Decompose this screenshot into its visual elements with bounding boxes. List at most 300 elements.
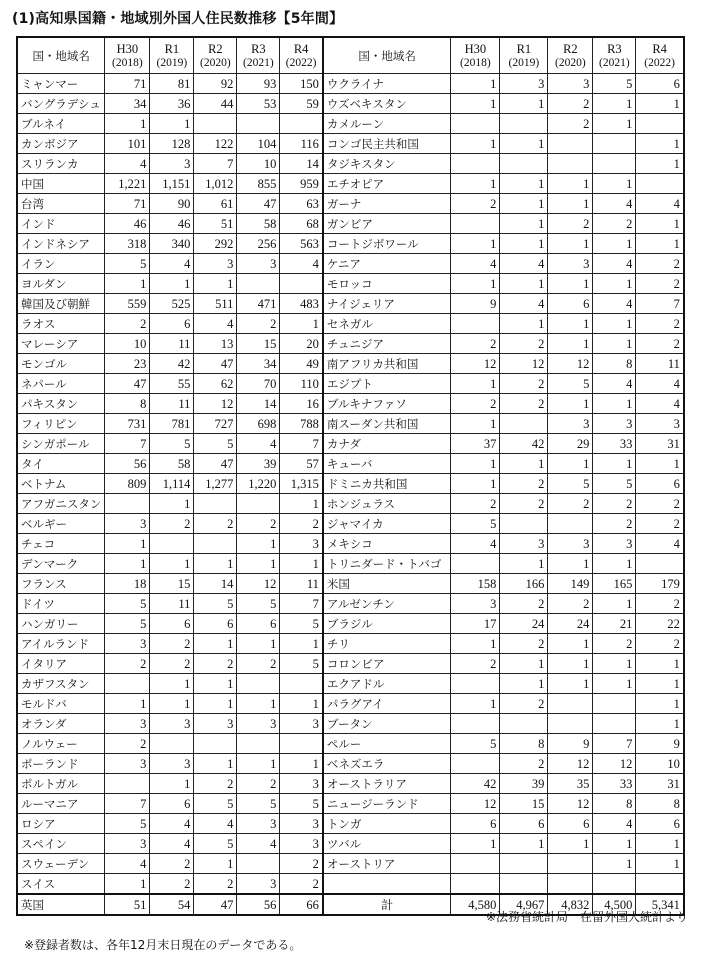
value-cell (280, 674, 323, 694)
value-cell: 4 (105, 854, 150, 874)
value-cell: 1 (548, 334, 593, 354)
value-cell: 33 (593, 774, 636, 794)
country-name-right: ペルー (323, 734, 451, 754)
value-cell: 58 (150, 454, 194, 474)
value-cell: 2 (237, 314, 280, 334)
value-cell (593, 154, 636, 174)
value-cell: 3 (237, 874, 280, 895)
table-row (17, 334, 684, 354)
value-cell: 7 (280, 434, 323, 454)
value-cell: 16 (280, 394, 323, 414)
value-cell: 58 (237, 214, 280, 234)
value-cell: 6 (500, 814, 548, 834)
value-cell: 6 (194, 614, 237, 634)
country-name-right: エクアドル (323, 674, 451, 694)
value-cell: 1 (280, 554, 323, 574)
value-cell: 3 (548, 414, 593, 434)
country-name-left: チェコ (17, 534, 105, 554)
value-cell: 2 (636, 594, 684, 614)
value-cell: 2 (150, 654, 194, 674)
value-cell: 3 (280, 834, 323, 854)
value-cell: 4 (500, 254, 548, 274)
table-row (17, 214, 684, 234)
value-cell: 5 (593, 474, 636, 494)
value-cell: 2 (500, 694, 548, 714)
country-name-right: 米国 (323, 574, 451, 594)
country-name-right: チリ (323, 634, 451, 654)
value-cell (548, 514, 593, 534)
value-cell: 1 (451, 634, 500, 654)
value-cell: 61 (194, 194, 237, 214)
value-cell: 2 (451, 334, 500, 354)
value-cell: 3 (280, 534, 323, 554)
value-cell: 11 (280, 574, 323, 594)
value-cell: 3 (194, 714, 237, 734)
value-cell: 1 (636, 714, 684, 734)
value-cell: 2 (500, 334, 548, 354)
country-name-left: ドイツ (17, 594, 105, 614)
value-cell: 1 (451, 694, 500, 714)
country-name-left: スペイン (17, 834, 105, 854)
value-cell: 6 (451, 814, 500, 834)
value-cell: 2 (194, 774, 237, 794)
country-name-left: フィリピン (17, 414, 105, 434)
table-row (17, 374, 684, 394)
value-cell: 24 (500, 614, 548, 634)
value-cell: 1,221 (105, 174, 150, 194)
value-cell: 23 (105, 354, 150, 374)
value-cell: 1 (593, 114, 636, 134)
header-year: R2 (2020) (194, 37, 237, 74)
value-cell: 2 (194, 874, 237, 895)
value-cell: 1 (636, 214, 684, 234)
value-cell: 1 (150, 774, 194, 794)
value-cell: 4 (237, 434, 280, 454)
value-cell (500, 514, 548, 534)
value-cell: 6 (636, 474, 684, 494)
header-year: R4 (2022) (636, 37, 684, 74)
table-row (17, 454, 684, 474)
value-cell: 1 (636, 154, 684, 174)
table-row (17, 594, 684, 614)
country-name-right: アルゼンチン (323, 594, 451, 614)
value-cell: 7 (636, 294, 684, 314)
value-cell: 5 (105, 814, 150, 834)
value-cell: 6 (150, 794, 194, 814)
value-cell: 179 (636, 574, 684, 594)
country-name-right: ガンビア (323, 214, 451, 234)
value-cell: 47 (237, 194, 280, 214)
country-name-left: モンゴル (17, 354, 105, 374)
value-cell: 5 (280, 654, 323, 674)
value-cell: 33 (593, 434, 636, 454)
table-row (17, 94, 684, 114)
table-row (17, 354, 684, 374)
value-cell: 11 (150, 394, 194, 414)
value-cell: 2 (636, 634, 684, 654)
value-cell (500, 874, 548, 895)
value-cell: 1 (451, 134, 500, 154)
value-cell: 4 (150, 254, 194, 274)
table-row (17, 134, 684, 154)
value-cell: 4 (280, 254, 323, 274)
value-cell: 4 (150, 834, 194, 854)
value-cell (548, 154, 593, 174)
value-cell (636, 114, 684, 134)
value-cell: 51 (105, 894, 150, 915)
country-name-left: ハンガリー (17, 614, 105, 634)
value-cell: 92 (194, 74, 237, 94)
value-cell: 3 (105, 634, 150, 654)
value-cell: 56 (237, 894, 280, 915)
value-cell: 2 (194, 654, 237, 674)
value-cell: 158 (451, 574, 500, 594)
source-note: ※法務省統計局 在留外国人統計より (485, 910, 688, 924)
country-name-left: オランダ (17, 714, 105, 734)
country-name-left: ベトナム (17, 474, 105, 494)
value-cell: 49 (280, 354, 323, 374)
country-name-right (323, 874, 451, 895)
value-cell (150, 734, 194, 754)
value-cell: 1 (593, 594, 636, 614)
value-cell: 3 (636, 414, 684, 434)
value-cell: 8 (636, 794, 684, 814)
value-cell: 1 (500, 214, 548, 234)
value-cell: 10 (636, 754, 684, 774)
value-cell: 4 (636, 374, 684, 394)
value-cell (636, 174, 684, 194)
value-cell: 4 (593, 294, 636, 314)
value-cell: 1 (593, 334, 636, 354)
value-cell: 2 (636, 494, 684, 514)
table-row (17, 74, 684, 94)
value-cell: 1 (194, 854, 237, 874)
country-name-left: ラオス (17, 314, 105, 334)
table-row (17, 794, 684, 814)
value-cell: 4 (150, 814, 194, 834)
table-row (17, 394, 684, 414)
country-name-right: ウズベキスタン (323, 94, 451, 114)
value-cell: 1 (593, 94, 636, 114)
country-name-right: ドミニカ共和国 (323, 474, 451, 494)
value-cell: 12 (451, 794, 500, 814)
value-cell (280, 734, 323, 754)
value-cell: 5 (105, 614, 150, 634)
value-cell: 4 (593, 254, 636, 274)
country-name-left: スイス (17, 874, 105, 895)
value-cell: 2 (500, 374, 548, 394)
table-row (17, 874, 684, 895)
table-row (17, 434, 684, 454)
table-row (17, 194, 684, 214)
value-cell: 1 (593, 454, 636, 474)
country-name-right: 南スーダン共和国 (323, 414, 451, 434)
table-row (17, 154, 684, 174)
value-cell: 3 (237, 814, 280, 834)
country-name-right: コンゴ民主共和国 (323, 134, 451, 154)
country-name-right: エチオピア (323, 174, 451, 194)
value-cell (593, 134, 636, 154)
value-cell: 47 (194, 354, 237, 374)
value-cell: 731 (105, 414, 150, 434)
value-cell: 3 (150, 754, 194, 774)
value-cell: 3 (237, 254, 280, 274)
value-cell: 46 (105, 214, 150, 234)
value-cell: 55 (150, 374, 194, 394)
value-cell: 4 (636, 194, 684, 214)
value-cell: 525 (150, 294, 194, 314)
value-cell (500, 114, 548, 134)
country-name-left: カンボジア (17, 134, 105, 154)
value-cell: 2 (237, 774, 280, 794)
value-cell: 1 (280, 494, 323, 514)
value-cell: 3 (500, 74, 548, 94)
value-cell: 5 (548, 474, 593, 494)
country-name-left: ブルネイ (17, 114, 105, 134)
country-name-right: パラグアイ (323, 694, 451, 714)
value-cell: 71 (105, 194, 150, 214)
value-cell (451, 874, 500, 895)
country-name-left: バングラデシュ (17, 94, 105, 114)
country-name-left: タイ (17, 454, 105, 474)
country-name-right: モロッコ (323, 274, 451, 294)
value-cell: 3 (280, 714, 323, 734)
value-cell: 2 (548, 214, 593, 234)
value-cell: 150 (280, 74, 323, 94)
value-cell: 15 (150, 574, 194, 594)
header-name-right: 国・地域名 (323, 37, 451, 74)
value-cell: 3 (237, 714, 280, 734)
value-cell (237, 674, 280, 694)
value-cell: 34 (237, 354, 280, 374)
value-cell: 1 (548, 234, 593, 254)
country-name-left: デンマーク (17, 554, 105, 574)
value-cell: 3 (548, 74, 593, 94)
value-cell: 788 (280, 414, 323, 434)
table-row (17, 814, 684, 834)
value-cell: 47 (194, 894, 237, 915)
value-cell: 3 (105, 754, 150, 774)
value-cell (451, 554, 500, 574)
value-cell: 101 (105, 134, 150, 154)
value-cell: 2 (451, 494, 500, 514)
value-cell: 2 (451, 654, 500, 674)
value-cell: 6 (150, 614, 194, 634)
value-cell: 6 (636, 814, 684, 834)
header-name-left: 国・地域名 (17, 37, 105, 74)
value-cell: 15 (237, 334, 280, 354)
value-cell: 4,500 (593, 894, 636, 915)
value-cell: 116 (280, 134, 323, 154)
header-year: R1 (2019) (150, 37, 194, 74)
value-cell: 1,012 (194, 174, 237, 194)
value-cell: 1 (237, 534, 280, 554)
value-cell: 1 (548, 634, 593, 654)
value-cell: 1 (500, 314, 548, 334)
value-cell (194, 534, 237, 554)
country-name-left: スリランカ (17, 154, 105, 174)
value-cell: 6 (150, 314, 194, 334)
value-cell: 1 (500, 274, 548, 294)
value-cell (593, 874, 636, 895)
header-year: H30 (2018) (105, 37, 150, 74)
value-cell: 6 (548, 814, 593, 834)
residents-table-container (16, 36, 685, 916)
value-cell: 5 (194, 594, 237, 614)
table-row (17, 774, 684, 794)
value-cell: 1 (593, 554, 636, 574)
value-cell: 559 (105, 294, 150, 314)
value-cell: 47 (194, 454, 237, 474)
value-cell: 2 (593, 214, 636, 234)
country-name-left: インドネシア (17, 234, 105, 254)
value-cell: 31 (636, 774, 684, 794)
value-cell: 2 (280, 874, 323, 895)
table-row (17, 274, 684, 294)
value-cell: 165 (593, 574, 636, 594)
header-year: R1 (2019) (500, 37, 548, 74)
value-cell: 1 (105, 274, 150, 294)
value-cell: 5 (280, 614, 323, 634)
value-cell: 1 (548, 194, 593, 214)
value-cell: 1 (194, 754, 237, 774)
country-name-right: コロンビア (323, 654, 451, 674)
table-row (17, 294, 684, 314)
value-cell: 1 (548, 674, 593, 694)
value-cell (237, 494, 280, 514)
country-name-right: ニュージーランド (323, 794, 451, 814)
table-row (17, 634, 684, 654)
value-cell (194, 114, 237, 134)
value-cell: 1 (548, 314, 593, 334)
value-cell: 22 (636, 614, 684, 634)
value-cell: 2 (105, 314, 150, 334)
value-cell: 7 (280, 594, 323, 614)
country-name-left: ネパール (17, 374, 105, 394)
value-cell: 4 (105, 154, 150, 174)
country-name-right: ホンジュラス (323, 494, 451, 514)
country-name-right: キューバ (323, 454, 451, 474)
value-cell: 24 (548, 614, 593, 634)
value-cell: 2 (636, 274, 684, 294)
value-cell (451, 314, 500, 334)
country-name-left: ミャンマー (17, 74, 105, 94)
value-cell: 1 (105, 874, 150, 895)
value-cell (548, 854, 593, 874)
value-cell: 1 (636, 694, 684, 714)
value-cell: 1 (500, 174, 548, 194)
value-cell: 5,341 (636, 894, 684, 915)
value-cell: 3 (548, 254, 593, 274)
value-cell: 6 (636, 74, 684, 94)
value-cell: 1 (593, 854, 636, 874)
value-cell: 8 (105, 394, 150, 414)
value-cell: 2 (500, 634, 548, 654)
table-row (17, 114, 684, 134)
value-cell (451, 674, 500, 694)
value-cell (548, 134, 593, 154)
value-cell: 1 (548, 394, 593, 414)
value-cell: 1 (280, 634, 323, 654)
value-cell: 54 (150, 894, 194, 915)
value-cell (593, 714, 636, 734)
value-cell: 3 (105, 514, 150, 534)
country-name-right: エジプト (323, 374, 451, 394)
value-cell: 1 (150, 274, 194, 294)
value-cell: 21 (593, 614, 636, 634)
value-cell: 1 (105, 114, 150, 134)
value-cell: 2 (500, 754, 548, 774)
value-cell: 1 (636, 94, 684, 114)
country-name-right: コートジボワール (323, 234, 451, 254)
value-cell: 1 (150, 114, 194, 134)
value-cell: 128 (150, 134, 194, 154)
table-row (17, 174, 684, 194)
value-cell: 2 (548, 94, 593, 114)
value-cell (237, 274, 280, 294)
value-cell: 42 (500, 434, 548, 454)
country-name-left: アイルランド (17, 634, 105, 654)
country-name-left: パキスタン (17, 394, 105, 414)
value-cell: 12 (548, 794, 593, 814)
value-cell: 5 (194, 434, 237, 454)
value-cell: 39 (237, 454, 280, 474)
value-cell: 2 (500, 594, 548, 614)
value-cell: 14 (237, 394, 280, 414)
value-cell: 3 (280, 814, 323, 834)
country-name-left: 台湾 (17, 194, 105, 214)
country-name-right: ブルキナファソ (323, 394, 451, 414)
table-row (17, 314, 684, 334)
country-name-left: インド (17, 214, 105, 234)
value-cell: 9 (636, 734, 684, 754)
value-cell: 4 (593, 814, 636, 834)
value-cell (237, 734, 280, 754)
value-cell: 1 (451, 94, 500, 114)
value-cell: 11 (150, 594, 194, 614)
value-cell: 1,315 (280, 474, 323, 494)
value-cell: 855 (237, 174, 280, 194)
value-cell: 9 (548, 734, 593, 754)
value-cell (237, 114, 280, 134)
value-cell (194, 494, 237, 514)
value-cell (500, 414, 548, 434)
value-cell: 3 (500, 534, 548, 554)
value-cell: 1 (451, 834, 500, 854)
value-cell (105, 674, 150, 694)
value-cell (105, 494, 150, 514)
value-cell: 5 (194, 834, 237, 854)
value-cell: 4 (451, 254, 500, 274)
country-name-left: ポーランド (17, 754, 105, 774)
value-cell: 471 (237, 294, 280, 314)
value-cell: 1 (500, 94, 548, 114)
country-name-right: チュニジア (323, 334, 451, 354)
table-row (17, 254, 684, 274)
value-cell: 63 (280, 194, 323, 214)
value-cell: 4 (636, 534, 684, 554)
value-cell: 4 (593, 374, 636, 394)
value-cell: 17 (451, 614, 500, 634)
value-cell: 12 (548, 754, 593, 774)
country-name-right: メキシコ (323, 534, 451, 554)
value-cell: 12 (500, 354, 548, 374)
value-cell: 7 (105, 794, 150, 814)
value-cell: 62 (194, 374, 237, 394)
table-row (17, 574, 684, 594)
table-row (17, 234, 684, 254)
value-cell: 68 (280, 214, 323, 234)
